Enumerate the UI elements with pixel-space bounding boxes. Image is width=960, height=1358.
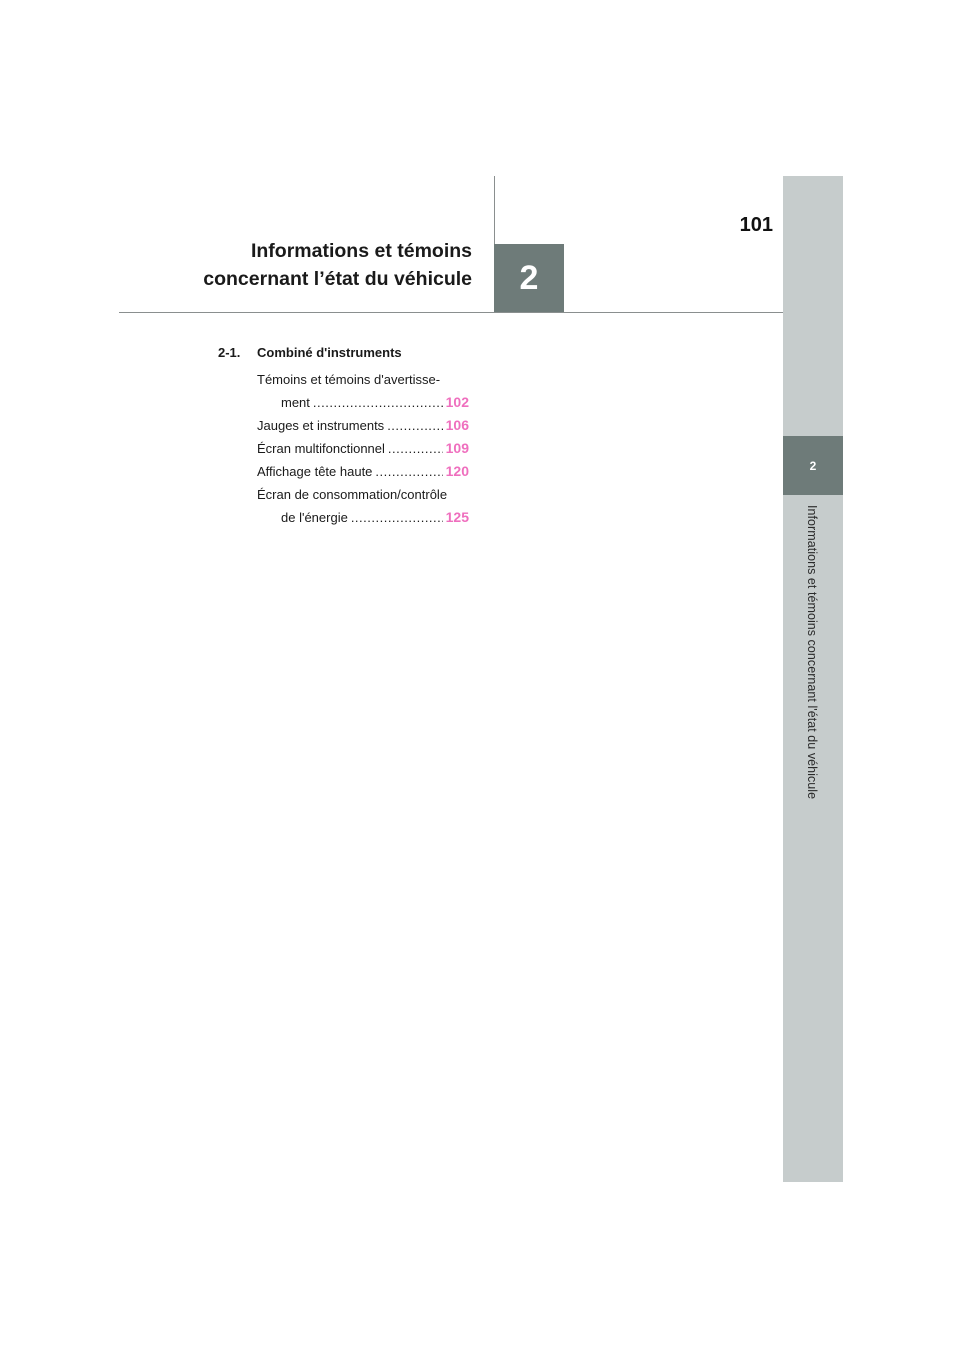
toc-entry-first-line: [257, 368, 469, 391]
toc-entry-title-part: Témoins et témoins d'avertisse-: [257, 372, 441, 387]
toc-entry-title: Écran multifonctionnel: [257, 441, 385, 456]
chapter-number-box: 2: [494, 244, 564, 313]
toc-section-title: Combiné d'instruments: [257, 345, 402, 360]
toc-leader-dots: [351, 506, 443, 529]
toc-leader-dots: [313, 391, 443, 414]
header-horizontal-divider: [119, 312, 783, 313]
toc-entry-ecran-multifonctionnel[interactable]: [257, 437, 469, 460]
toc-entry-title: Affichage tête haute: [257, 464, 373, 479]
toc-entry-temoins[interactable]: [257, 368, 469, 414]
toc-leader-dots: [387, 414, 442, 437]
toc-entry-line: [257, 460, 469, 483]
toc-entry-title: ment: [281, 395, 310, 410]
toc-entry-line: [257, 506, 469, 529]
toc-entry-affichage-tete-haute[interactable]: [257, 460, 469, 483]
toc-section-number: 2-1.: [218, 345, 241, 360]
toc-section-heading: [218, 345, 402, 360]
toc-page-link[interactable]: 102: [445, 394, 469, 410]
toc-entry-line: [257, 437, 469, 460]
toc-leader-dots: [388, 437, 443, 460]
side-tab-title-container: [783, 505, 843, 825]
toc-entry-line: [257, 414, 469, 437]
toc-entry-title: de l'énergie: [281, 510, 348, 525]
chapter-title: [150, 237, 472, 293]
toc-page-link[interactable]: 125: [445, 509, 469, 525]
toc-entries: [257, 368, 469, 529]
toc-entry-title: Jauges et instruments: [257, 418, 385, 433]
toc-entry-first-line: [257, 483, 469, 506]
side-tab-title: Informations et témoins concernant l'état du véhicule: [805, 505, 819, 800]
chapter-title-line-2: concernant l’état du véhicule: [203, 268, 472, 290]
header-vertical-divider: [494, 176, 495, 244]
toc-entry-title-part: Écran de consommation/contrôle: [257, 487, 448, 502]
toc-entry-jauges[interactable]: [257, 414, 469, 437]
page-number: 101: [739, 214, 773, 236]
toc-page-link[interactable]: 106: [445, 417, 469, 433]
toc-page-link[interactable]: 109: [445, 440, 469, 456]
toc-entry-ecran-consommation[interactable]: [257, 483, 469, 529]
chapter-title-line-1: Informations et témoins: [250, 240, 472, 262]
toc-entry-line: [257, 391, 469, 414]
toc-page-link[interactable]: 120: [445, 463, 469, 479]
toc-leader-dots: [375, 460, 442, 483]
side-tab-chapter-number: 2: [809, 458, 817, 473]
